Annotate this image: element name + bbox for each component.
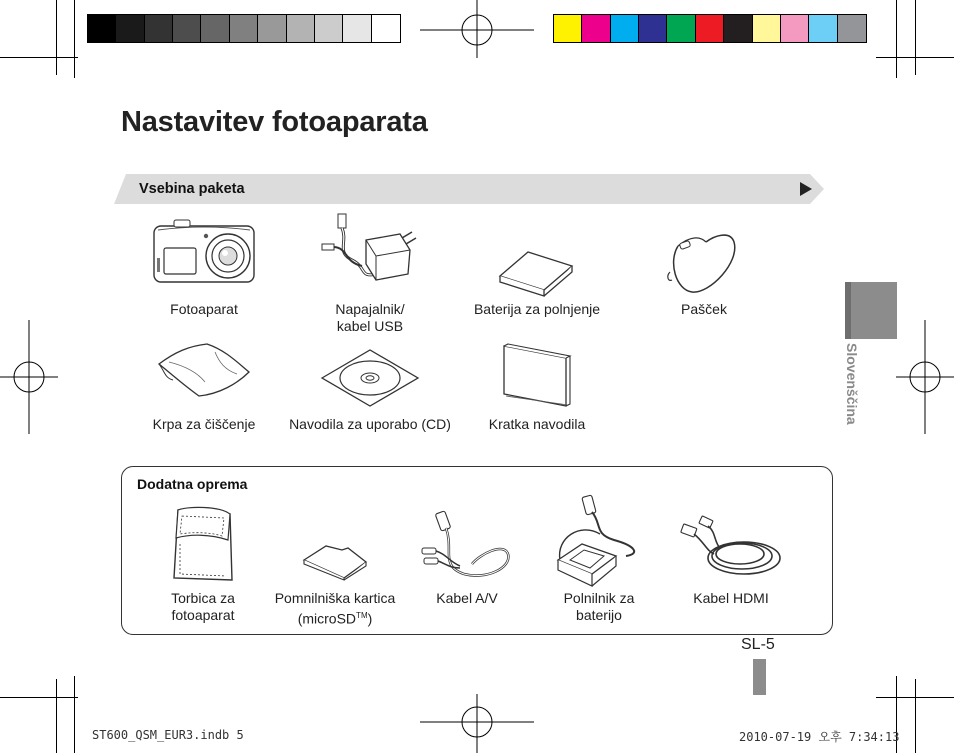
caption-quick-start: Kratka navodila [488,416,586,432]
color-swatch [753,15,781,42]
process-color-bar [553,14,867,43]
language-tab-label: Slovenščina [844,343,860,425]
color-swatch [724,15,752,42]
cleaning-cloth-icon [155,342,251,398]
color-swatch [287,15,315,42]
color-swatch [258,15,286,42]
hdmi-cable-icon [680,516,784,580]
caption-hdmi-cable: Kabel HDMI [693,590,769,606]
caption-cleaning-cloth: Krpa za čiščenje [152,416,256,432]
caption-camera: Fotoaparat [170,301,238,317]
color-swatch [639,15,667,42]
caption-camera-case: Torbica za fotoaparat [171,590,235,623]
color-swatch [88,15,116,42]
color-swatch [838,15,866,42]
av-cable-icon [420,510,516,586]
color-swatch [696,15,724,42]
battery-charger-icon [554,494,642,590]
registration-mark-right [896,320,954,434]
color-swatch [554,15,582,42]
page-title: Nastavitev fotoaparata [121,106,428,138]
battery-icon [498,250,574,296]
registration-mark-left [0,320,60,434]
caption-av-cable: Kabel A/V [436,590,498,606]
quick-start-manual-icon [502,342,572,408]
camera-case-icon [170,504,236,584]
caption-memory-card: Pomnilniška kartica (microSD™) [274,590,396,627]
grayscale-color-bar [87,14,401,43]
camera-icon [152,218,256,284]
registration-mark-bottom [420,694,534,753]
color-swatch [372,15,400,42]
color-swatch [809,15,837,42]
strap-icon [666,232,742,296]
memory-card-icon [302,544,368,580]
footer-timestamp: 2010-07-19 오후 7:34:13 [739,730,900,744]
color-swatch [582,15,610,42]
color-swatch [145,15,173,42]
caption-battery-charger: Polnilnik za baterijo [563,590,635,623]
cd-rom-icon [320,348,420,408]
section-title: Vsebina paketa [139,181,245,197]
ac-adapter-usb-cable-icon [318,212,422,284]
footer-file-name: ST600_QSM_EUR3.indb 5 [92,728,244,742]
color-swatch [343,15,371,42]
optional-accessories-title: Dodatna oprema [137,476,248,492]
caption-user-manual-cd: Navodila za uporabo (CD) [289,416,451,432]
color-swatch [315,15,343,42]
language-tab [845,282,897,339]
color-swatch [173,15,201,42]
page-number: SL-5 [741,636,775,653]
caption-strap: Pašček [681,301,727,317]
registration-mark-top [420,0,534,60]
color-swatch [116,15,144,42]
color-swatch [667,15,695,42]
caption-battery: Baterija za polnjenje [473,301,601,317]
color-swatch [201,15,229,42]
page-number-tab [753,659,766,695]
color-swatch [781,15,809,42]
language-tab-edge [845,282,851,339]
color-swatch [611,15,639,42]
caption-ac-adapter: Napajalnik/ kabel USB [335,301,405,334]
color-swatch [230,15,258,42]
